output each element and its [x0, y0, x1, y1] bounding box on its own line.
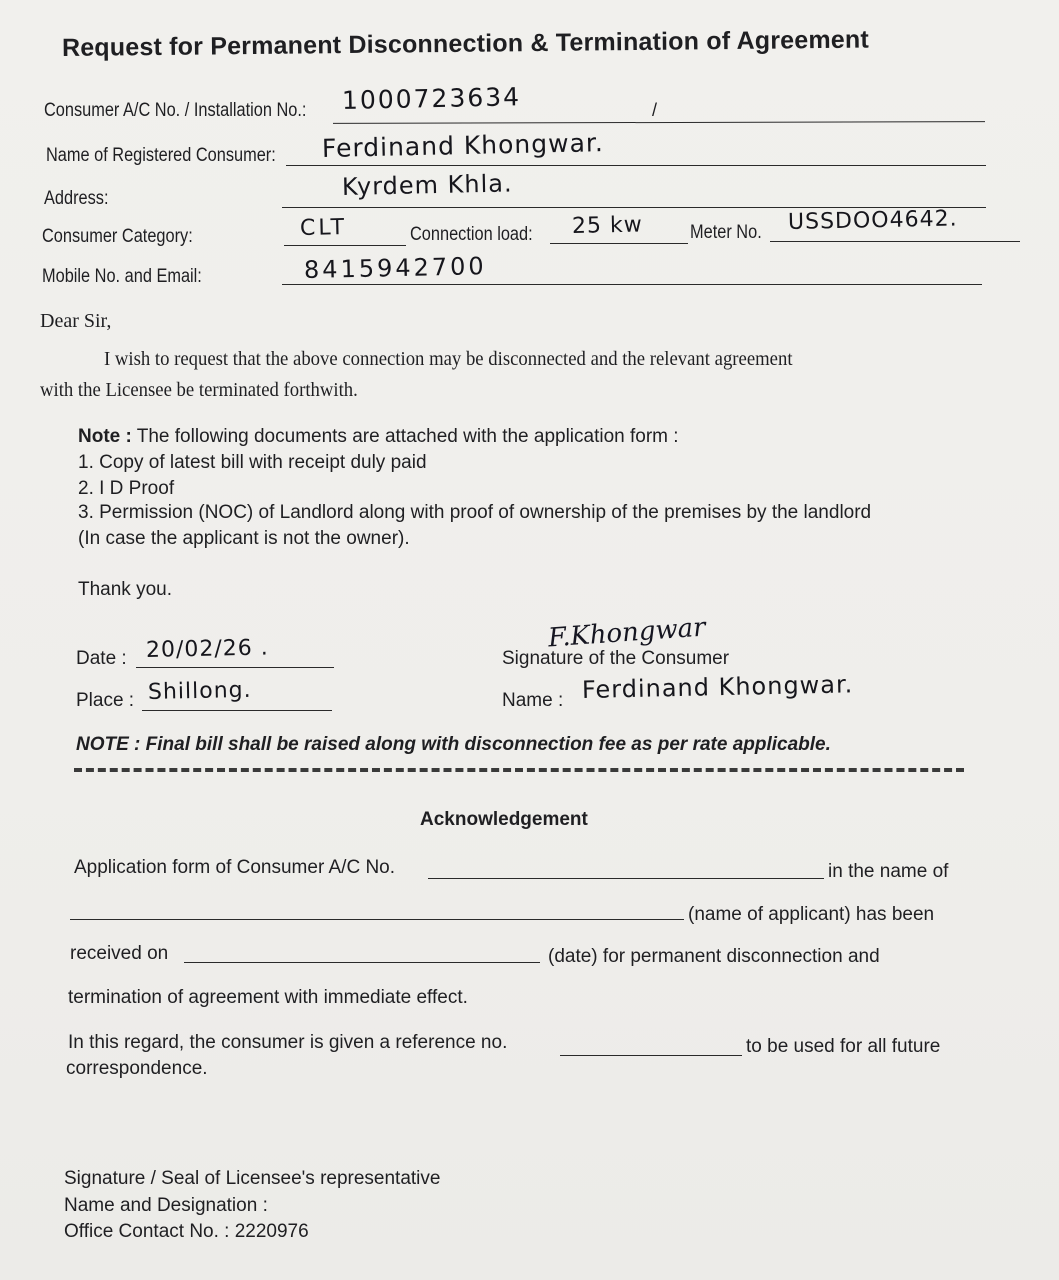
note-item-3: 3. Permission (NOC) of Landlord along with proof of ownership of the premises by the landlord	[78, 502, 872, 523]
ack-line3-b: (date) for permanent disconnection and	[548, 946, 880, 967]
mobile-label: Mobile No. and Email:	[42, 266, 202, 287]
ack-heading: Acknowledgement	[420, 809, 588, 830]
ack-line5-a: In this regard, the consumer is given a reference no.	[68, 1032, 508, 1053]
footer-name-designation: Name and Designation :	[64, 1195, 268, 1216]
account-line	[333, 121, 985, 124]
account-label: Consumer A/C No. / Installation No.:	[44, 100, 307, 121]
mobile-line	[282, 284, 982, 285]
mobile-value[interactable]: 8415942700	[303, 252, 487, 284]
final-bill-note: NOTE : Final bill shall be raised along with disconnection fee as per rate applicable.	[76, 734, 831, 755]
meter-label: Meter No.	[690, 222, 762, 243]
ack-line3-a: received on	[70, 943, 169, 964]
category-value[interactable]: CLT	[299, 215, 348, 241]
category-label: Consumer Category:	[42, 226, 193, 247]
signer-name-value[interactable]: Ferdinand Khongwar.	[581, 670, 854, 704]
account-value[interactable]: 1000723634	[341, 82, 522, 115]
ack-line2-b: (name of applicant) has been	[688, 904, 935, 925]
load-line	[550, 243, 688, 244]
ack-applicant-line[interactable]	[70, 919, 684, 920]
meter-value[interactable]: USSDOO4642.	[787, 206, 958, 235]
ack-date-line[interactable]	[184, 962, 540, 963]
note-item-1: 1. Copy of latest bill with receipt duly paid	[78, 452, 427, 473]
meter-line	[770, 241, 1020, 242]
ack-line1-b: in the name of	[828, 861, 949, 882]
place-line	[142, 710, 332, 711]
signer-name-label: Name :	[502, 690, 564, 711]
consumer-signature: F.Khongwar	[547, 612, 707, 654]
consumer-name-label: Name of Registered Consumer:	[46, 145, 276, 166]
date-label: Date :	[76, 648, 127, 669]
ack-line1-a: Application form of Consumer A/C No.	[74, 857, 396, 878]
category-line	[284, 245, 406, 246]
note-item-4: (In case the applicant is not the owner).	[78, 528, 410, 549]
date-value[interactable]: 20/02/26 .	[145, 635, 270, 663]
load-value[interactable]: 25 kw	[571, 212, 643, 239]
load-label: Connection load:	[410, 224, 533, 245]
address-value[interactable]: Kyrdem Khla.	[341, 169, 513, 201]
note-intro-text: The following documents are attached with the application form :	[131, 426, 679, 447]
footer-signature-seal: Signature / Seal of Licensee's representative	[64, 1168, 441, 1189]
date-line	[136, 667, 334, 668]
ack-line4: termination of agreement with immediate effect.	[68, 987, 468, 1008]
ack-account-line[interactable]	[428, 878, 824, 879]
salutation: Dear Sir,	[40, 310, 112, 332]
form-title: Request for Permanent Disconnection & Termination of Agreement	[61, 25, 870, 62]
consumer-name-value[interactable]: Ferdinand Khongwar.	[321, 128, 605, 163]
note-heading: Note :	[78, 426, 132, 447]
consumer-name-line	[286, 165, 986, 166]
thank-you: Thank you.	[78, 579, 172, 600]
request-line-2: with the Licensee be terminated forthwith.	[40, 379, 358, 401]
ack-line5-b: to be used for all future	[746, 1036, 941, 1057]
signature-label: Signature of the Consumer	[502, 648, 730, 669]
request-line-1: I wish to request that the above connection may be disconnected and the relevant agreement	[104, 348, 793, 370]
tear-divider	[74, 768, 964, 772]
account-slash: /	[652, 100, 658, 120]
note-intro	[78, 426, 679, 448]
note-item-2: 2. I D Proof	[78, 478, 175, 499]
address-label: Address:	[44, 188, 109, 209]
ack-line6: correspondence.	[66, 1058, 208, 1079]
place-label: Place :	[76, 690, 135, 711]
place-value[interactable]: Shillong.	[147, 677, 252, 705]
ack-reference-line[interactable]	[560, 1055, 742, 1056]
footer-office-contact: Office Contact No. : 2220976	[64, 1221, 309, 1242]
